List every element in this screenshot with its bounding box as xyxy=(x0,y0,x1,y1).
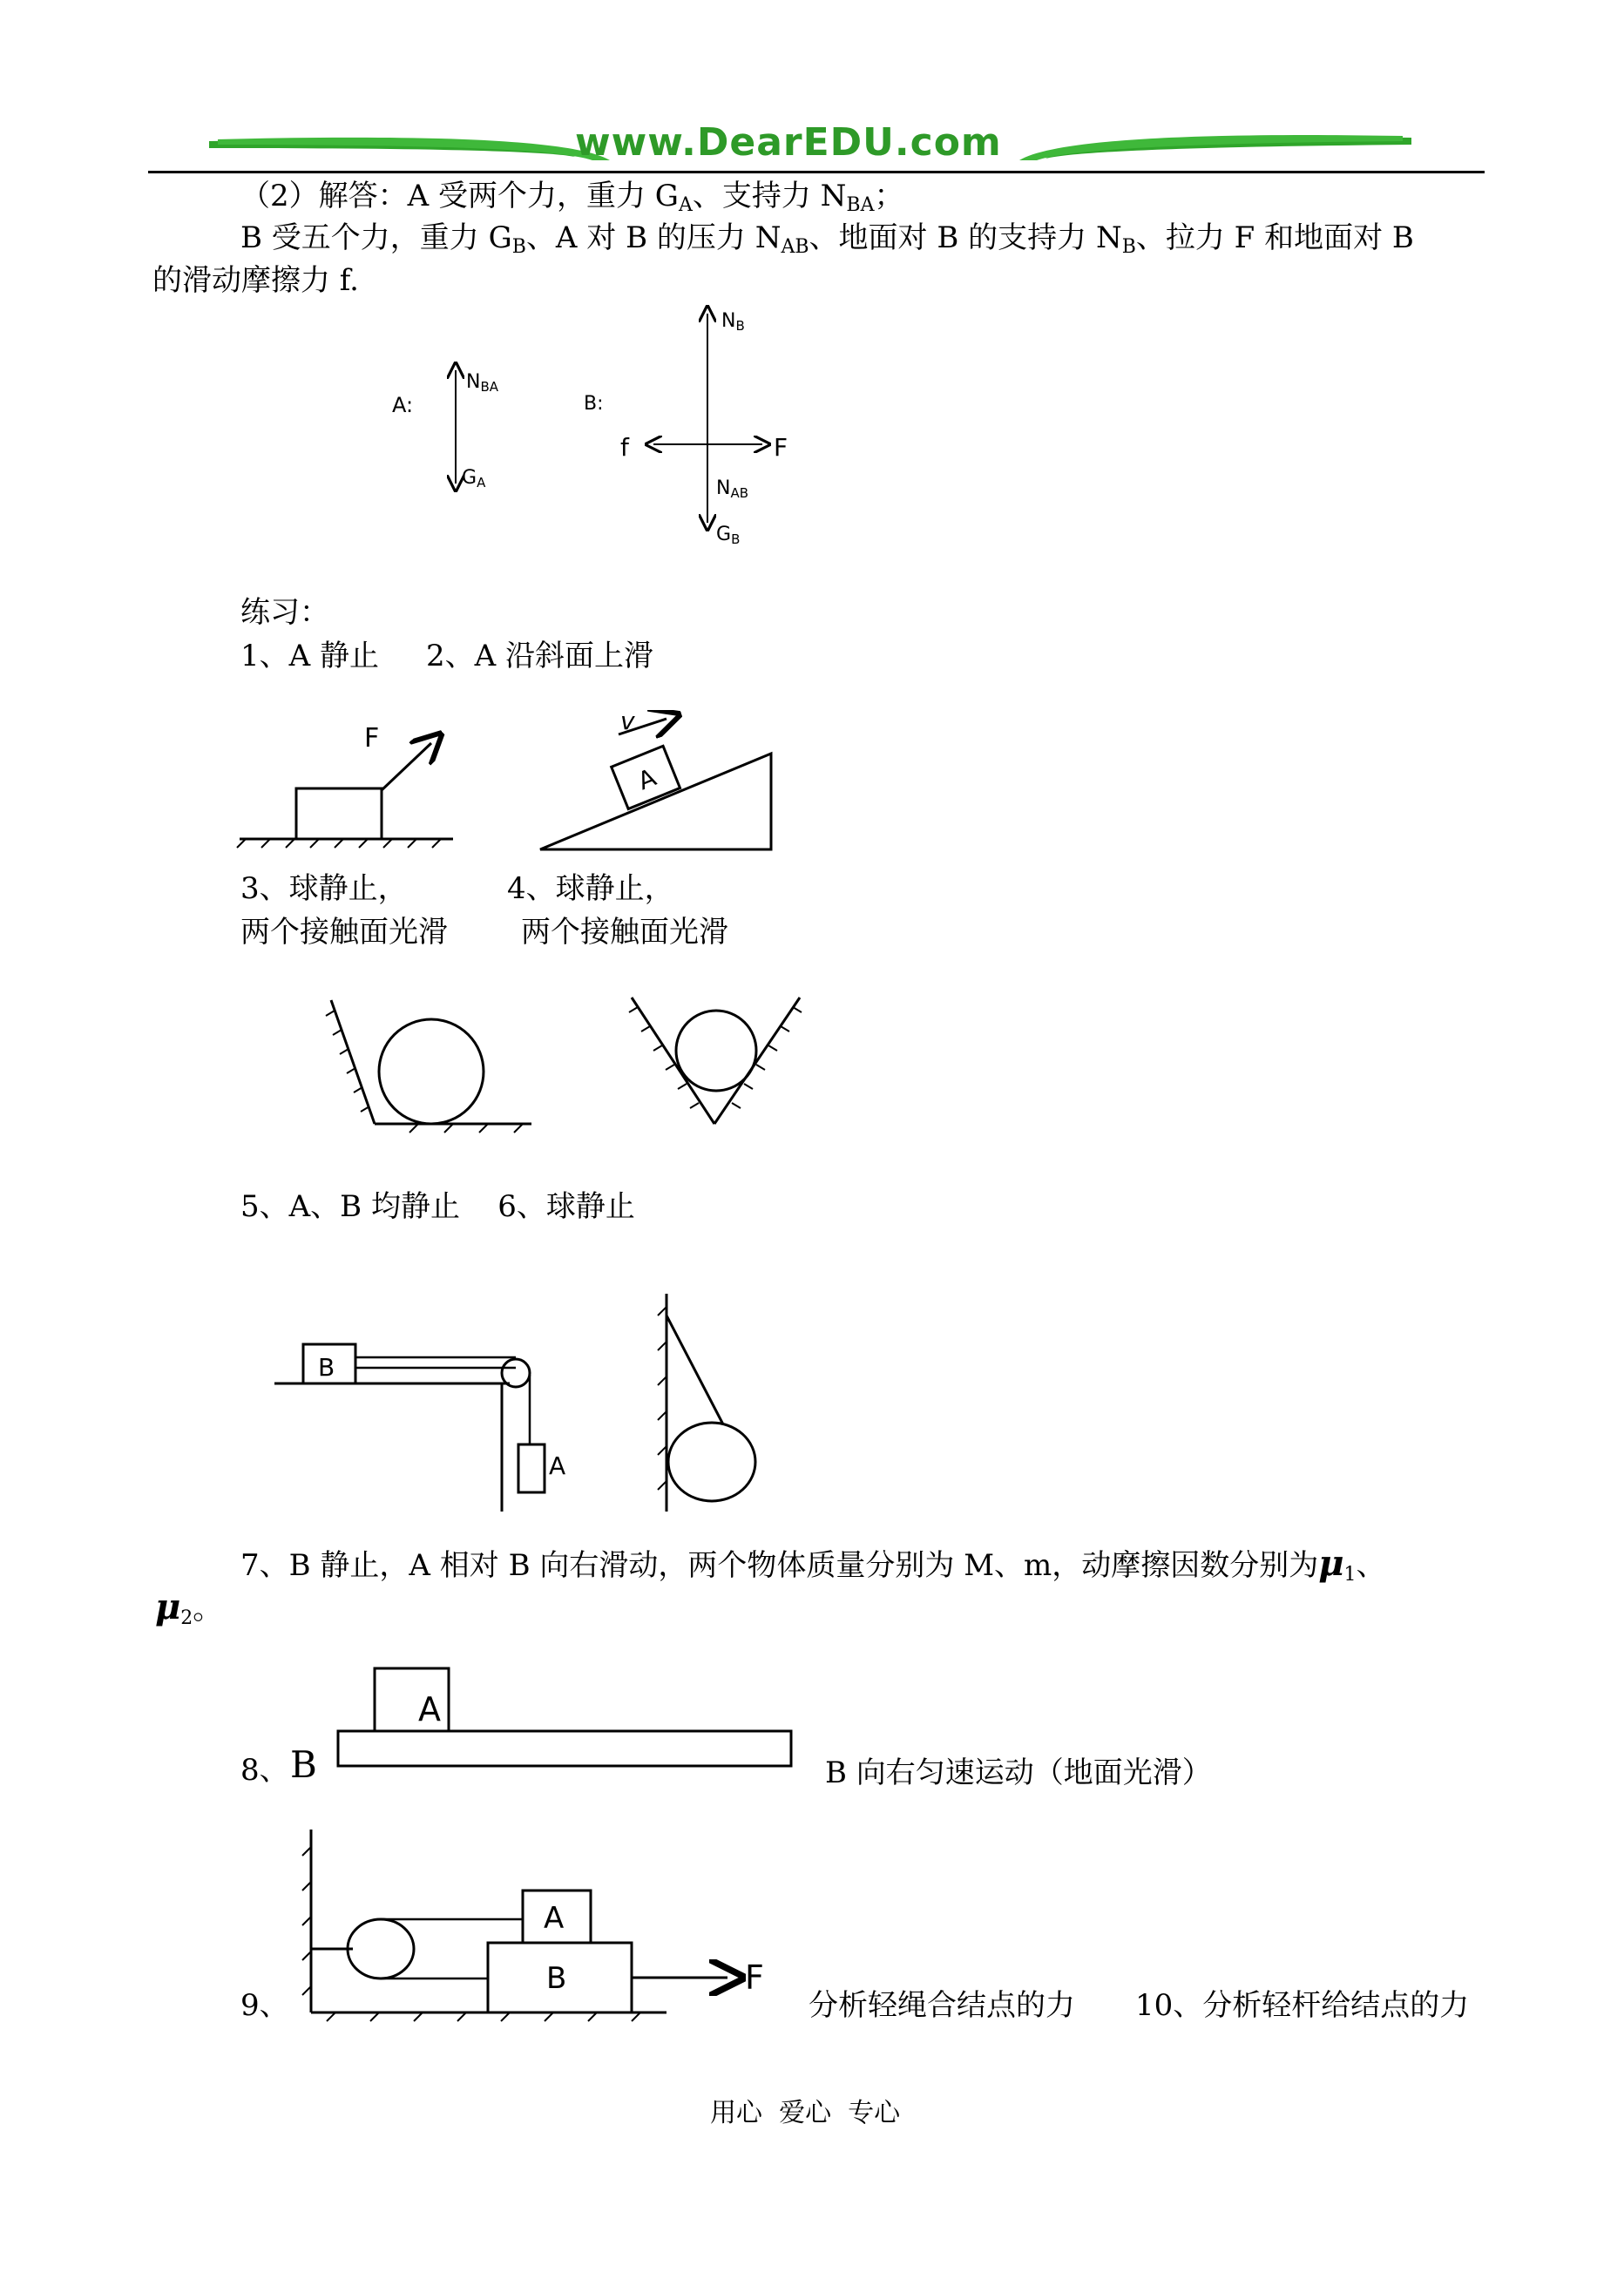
figures-3-4 xyxy=(322,993,828,1150)
practice-item-3-desc: 两个接触面光滑 xyxy=(240,915,448,950)
fbd-a-label: A: xyxy=(392,393,414,417)
svg-text:A: A xyxy=(544,1901,565,1936)
fbd-b-top-label: NB xyxy=(721,310,745,334)
fbd-a-top-label: NBA xyxy=(466,371,499,395)
svg-text:A: A xyxy=(633,762,660,796)
fig9-pulley xyxy=(348,1919,414,1978)
practice-item-7-cont: $\mu_2$。 xyxy=(155,1586,223,1629)
answer-line-2: B 受五个力，重力 $G_B$、A 对 B 的压力 $N_{AB}$、地面对 B 的支持力 $N_B$、拉力 F 和地面对 B xyxy=(240,220,1414,258)
svg-text:B: B xyxy=(546,1961,567,1996)
fig4-ball xyxy=(676,1011,756,1091)
practice-item-9-desc: 分析轻绳合结点的力 xyxy=(809,1988,1075,2023)
fbd-b-bottom-label: GB xyxy=(716,524,741,547)
fig2-incline xyxy=(540,754,771,849)
fig5-pulley xyxy=(502,1359,530,1387)
fbd-b-label: B: xyxy=(584,393,604,415)
practice-item-9-prefix: 9、 xyxy=(240,1988,289,2023)
practice-item-7: 7、B 静止，A 相对 B 向右滑动，两个物体质量分别为 M、m，动摩擦因数分别为$\mu_1$、 xyxy=(240,1543,1386,1586)
practice-items-1-2: 1、A 静止 2、A 沿斜面上滑 xyxy=(240,639,654,673)
practice-title: 练习： xyxy=(240,595,329,630)
fbd-a-bottom-label: GA xyxy=(462,467,486,490)
fbd-b-left-label: f xyxy=(620,433,629,462)
svg-text:B: B xyxy=(318,1353,335,1382)
practice-item-10-desc: 10、分析轻杆给结点的力 xyxy=(1135,1988,1470,2023)
practice-item-4: 4、球静止， xyxy=(507,871,674,906)
page-footer: 用心 爱心 专心 xyxy=(710,2098,901,2128)
fig7-board-b xyxy=(338,1731,791,1766)
practice-items-5-6: 5、A、B 均静止 6、球静止 xyxy=(240,1189,635,1224)
practice-item-4-desc: 两个接触面光滑 xyxy=(521,915,728,950)
fig1-block xyxy=(296,788,382,839)
fig6-ball xyxy=(668,1423,755,1501)
practice-item-8-desc: B 向右匀速运动（地面光滑） xyxy=(825,1755,1212,1790)
answer-line-1: （2）解答：A 受两个力，重力 $G_A$、支持力 $N_{BA}$； xyxy=(240,179,904,216)
figure-9 xyxy=(301,1821,797,2026)
fig5-block-a xyxy=(518,1444,545,1492)
figures-5-6 xyxy=(270,1289,775,1525)
fig8-label-b: B xyxy=(290,1743,317,1786)
fig1-force-label: F xyxy=(364,723,380,754)
fig1-force-arrow xyxy=(382,743,431,790)
fig9-force-label: F xyxy=(745,1958,764,1997)
figures-1-2 xyxy=(235,710,793,867)
fig2-velocity-label: v xyxy=(620,710,635,735)
logo-text: www.DearEDU.com xyxy=(575,120,1002,165)
fig3-ball xyxy=(379,1019,484,1124)
fbd-b-right-label: F xyxy=(774,433,788,462)
practice-item-3: 3、球静止， xyxy=(240,871,408,906)
svg-text:A: A xyxy=(418,1690,441,1728)
header-rule xyxy=(148,171,1485,173)
figure-7-8 xyxy=(331,1664,802,1777)
free-body-diagrams xyxy=(375,301,863,562)
fig2-block xyxy=(612,746,680,808)
fbd-b-mid-label: NAB xyxy=(716,477,749,501)
svg-text:A: A xyxy=(549,1451,566,1480)
practice-item-8-prefix: 8、 xyxy=(240,1753,289,1788)
answer-line-3: 的滑动摩擦力 f. xyxy=(152,263,359,298)
